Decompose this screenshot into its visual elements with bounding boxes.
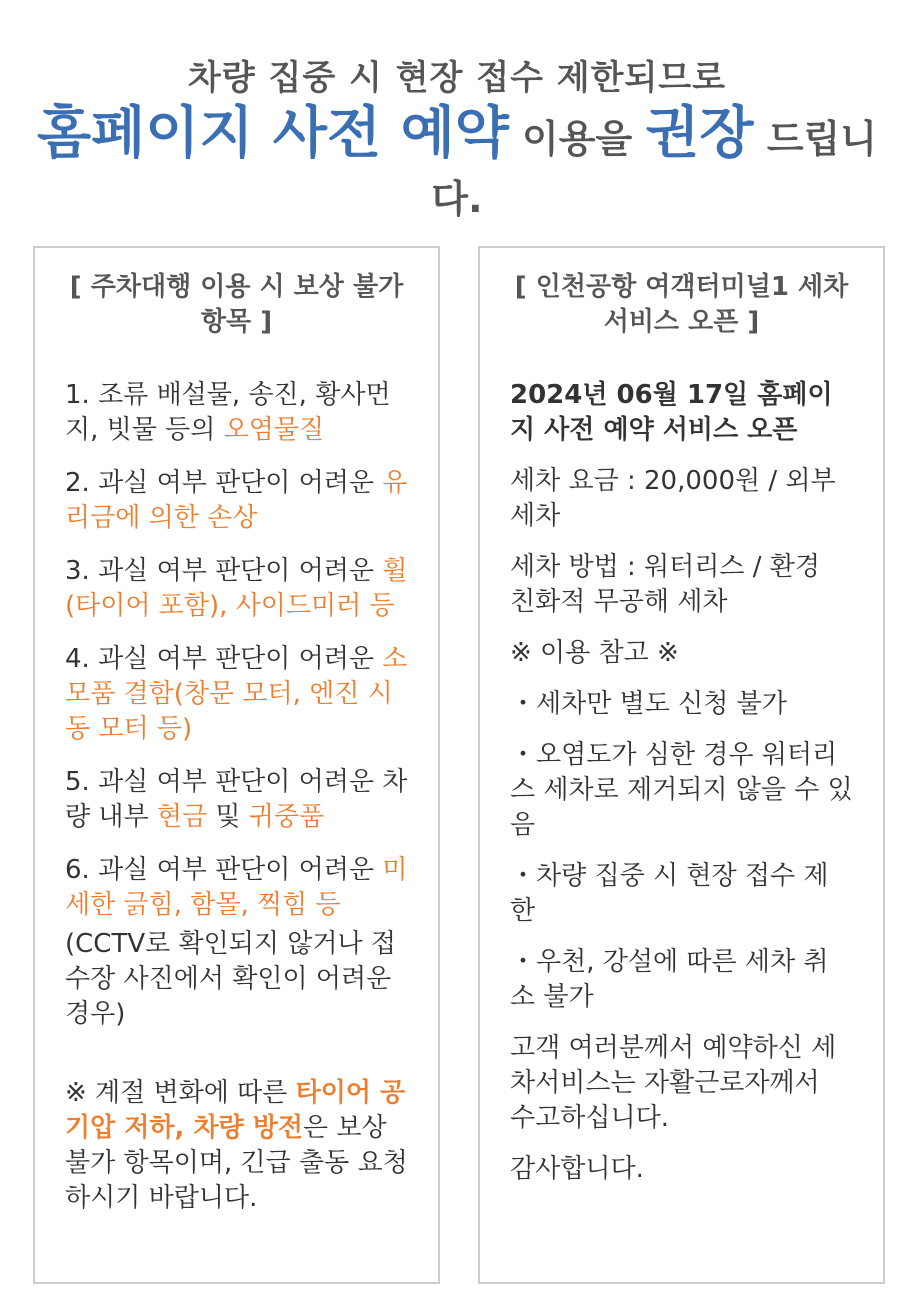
footer-highlight: 타이어 공기압 저하, 차량 방전: [65, 1078, 406, 1143]
exclusion-item-5: [65, 765, 408, 835]
usage-note-3: ・차량 집중 시 현장 접수 제한: [510, 861, 829, 926]
item-highlight: 미세한 긁힘, 함몰, 찍힘 등: [65, 855, 408, 920]
cctv-note: (CCTV로 확인되지 않거나 접수장 사진에서 확인이 어려운 경우): [65, 929, 396, 1029]
wash-method: 세차 방법 : 워터리스 / 환경 친화적 무공해 세차: [510, 552, 821, 617]
exclusion-item-1: [65, 378, 408, 448]
item-text: 및: [207, 802, 249, 832]
car-wash-service-panel: [478, 246, 885, 1284]
item-text: 4. 과실 여부 판단이 어려운: [65, 644, 383, 674]
exclusion-item-3: [65, 554, 408, 624]
footer-text: 은 보상 불가 항목이며, 긴급 출동 요청하시기 바랍니다.: [65, 1113, 408, 1213]
item-highlight: 오염물질: [223, 415, 325, 445]
headline: [0, 52, 914, 229]
item-text: 2. 과실 여부 판단이 어려운: [65, 468, 383, 498]
footer-text: ※ 계절 변화에 따른: [65, 1078, 296, 1108]
item-highlight: 현금: [156, 802, 208, 832]
exclusion-item-2: [65, 466, 408, 536]
item-highlight: 휠(타이어 포함), 사이드미러 등: [65, 556, 408, 621]
item-text: 6. 과실 여부 판단이 어려운: [65, 855, 383, 885]
headline-highlight-reservation: 홈페이지 사전 예약: [37, 101, 509, 166]
item-text: 5. 과실 여부 판단이 어려운 차량 내부: [65, 767, 408, 832]
usage-note-title: ※ 이용 참고 ※: [510, 638, 679, 668]
headline-line2: [27, 101, 887, 229]
compensation-exclusion-panel: [33, 246, 440, 1284]
item-highlight: 유리금에 의한 손상: [65, 468, 408, 533]
headline-end: 드립니다.: [431, 117, 877, 221]
exclusion-item-4: [65, 642, 408, 747]
wash-price: 세차 요금 : 20,000원 / 외부 세차: [510, 466, 836, 531]
item-text: 3. 과실 여부 판단이 어려운: [65, 556, 383, 586]
headline-line1: 차량 집중 시 현장 접수 제한되므로: [188, 58, 726, 98]
thanks-message: 감사합니다.: [510, 1154, 644, 1184]
item-highlight: 소모품 결함(창문 모터, 엔진 시동 모터 등): [65, 644, 408, 744]
right-panel-title: [ 인천공항 여객터미널1 세차 서비스 오픈 ]: [514, 272, 849, 337]
usage-note-4: ・우천, 강설에 따른 세차 취소 불가: [510, 947, 829, 1012]
usage-note-2: ・오염도가 심한 경우 워터리스 세차로 제거되지 않을 수 있음: [510, 740, 853, 840]
item-text: 1. 조류 배설물, 송진, 황사먼지, 빗물 등의: [65, 380, 391, 445]
headline-highlight-recommend: 권장: [645, 101, 754, 166]
headline-mid: 이용을: [508, 117, 646, 161]
closing-message: 고객 여러분께서 예약하신 세차서비스는 자활근로자께서 수고하십니다.: [510, 1033, 837, 1133]
usage-note-1: ・세차만 별도 신청 불가: [510, 689, 787, 719]
left-panel-title: [ 주차대행 이용 시 보상 불가 항목 ]: [69, 272, 404, 337]
open-notice: 2024년 06월 17일 홈페이지 사전 예약 서비스 오픈: [510, 380, 833, 445]
exclusion-item-6: [65, 853, 408, 923]
seasonal-footer-note: [65, 1076, 408, 1216]
item-highlight: 귀중품: [248, 802, 325, 832]
